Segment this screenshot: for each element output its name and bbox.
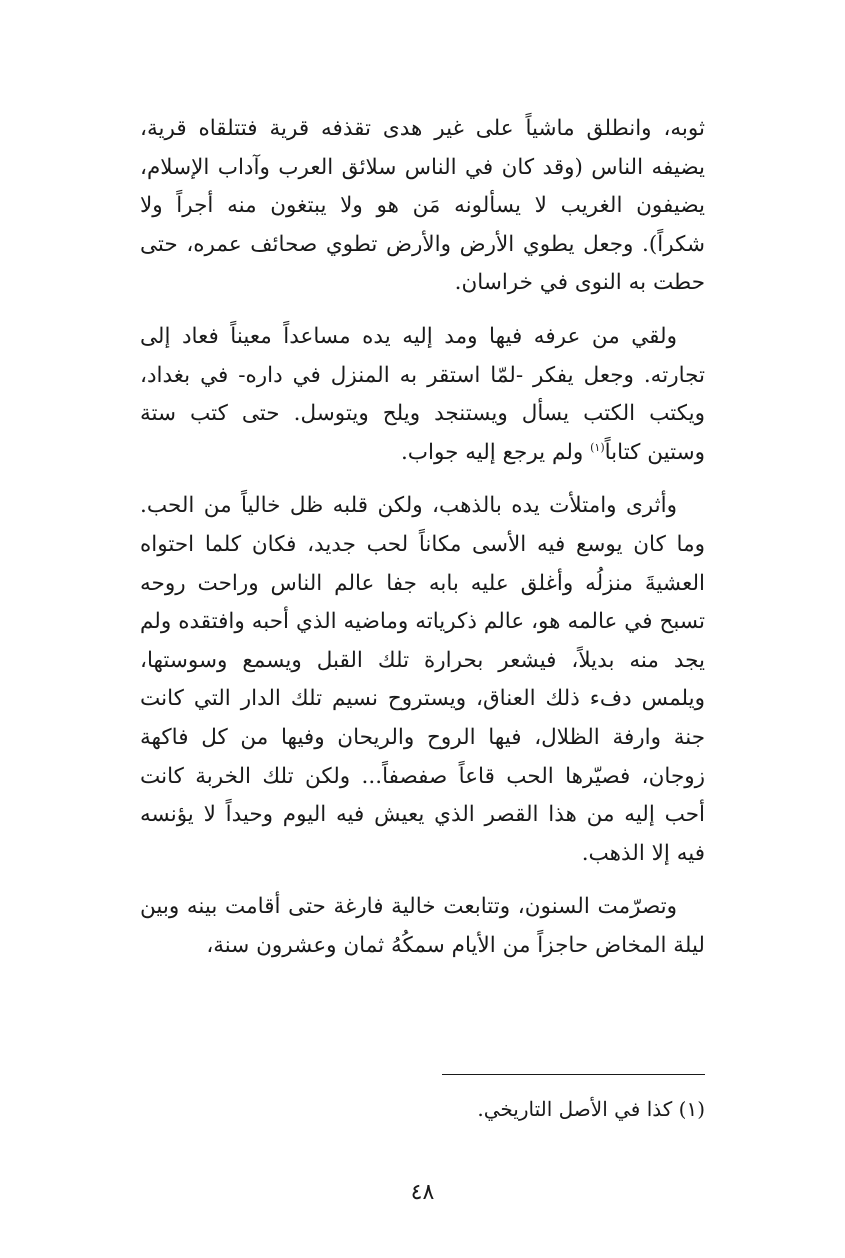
- paragraph-gap: [140, 873, 705, 888]
- footnote-divider: [442, 1074, 705, 1075]
- page-body: [140, 110, 705, 965]
- paragraph-3: وأثرى وامتلأت يده بالذهب، ولكن قلبه ظل خالياً من الحب. وما كان يوسع فيه الأسى مكاناً لحب جديد، فكان كلما احتواه العشيةَ منزلُه وأغلق عليه بابه جفا عالم الناس وراحت روحه تسبح في عالمه هو، عالم ذكرياته وماضيه الذي أحبه وافتقده ولم يجد منه بديلاً، فيشعر بحرارة تلك القبل ويسمع وسوستها، ويلمس دفء ذلك العناق، ويستروح نسيم تلك الدار التي كانت جنة وارفة الظلال، فيها الروح والريحان وفيها من كل فاكهة زوجان، فصيّرها الحب قاعاً صفصفاً... ولكن تلك الخربة كانت أحب إليه من هذا القصر الذي يعيش فيه اليوم وحيداً لا يؤنسه فيه إلا الذهب.: [140, 493, 705, 866]
- footnote: (١) كذا في الأصل التاريخي.: [477, 1097, 705, 1121]
- page-number: ٤٨: [410, 1180, 435, 1205]
- paragraph-2-text: ولقي من عرفه فيها ومد إليه يده مساعداً معيناً فعاد إلى تجارته. وجعل يفكر -لمّا استقر به المنزل في داره- في بغداد، ويكتب الكتب يسأل ويستنجد ويلح ويتوسل. حتى كتب ستة وستين كتاباً: [140, 323, 705, 465]
- footnote-reference: (١): [590, 440, 605, 454]
- paragraph-2-text-end: ولم يرجع إليه جواب.: [400, 439, 591, 465]
- paragraph-1: ثوبه، وانطلق ماشياً على غير هدى تقذفه قرية فتتلقاه قرية، يضيفه الناس (وقد كان في الناس سلائق العرب وآداب الإسلام، يضيفون الغريب لا يسألونه مَن هو ولا يبتغون منه أجراً ولا شكراً). وجعل يطوي الأرض والأرض تطوي صحائف عمره، حتى حطت به النوى في خراسان.: [140, 116, 705, 296]
- paragraph-4: وتصرّمت السنون، وتتابعت خالية فارغة حتى أقامت بينه وبين ليلة المخاض حاجزاً من الأيام سمكُهُ ثمان وعشرون سنة،: [140, 894, 705, 958]
- paragraph-gap: [140, 303, 705, 318]
- paragraph-2: [140, 318, 705, 472]
- paragraph-gap: [140, 472, 705, 487]
